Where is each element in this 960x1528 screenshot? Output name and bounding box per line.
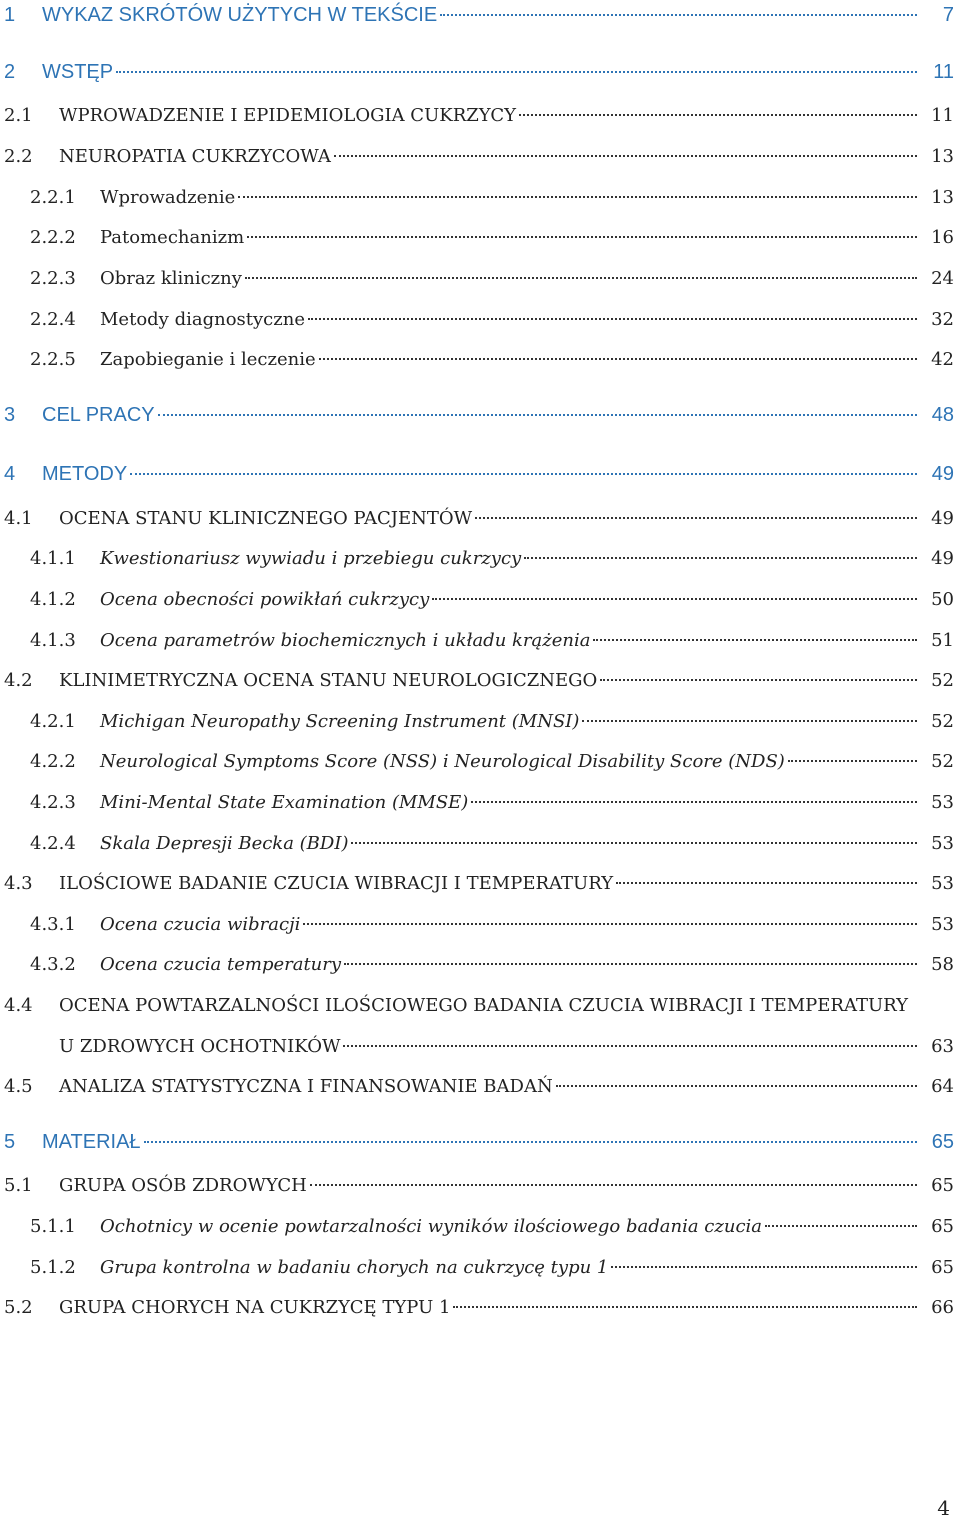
toc-entry-title: Zapobieganie i leczenie bbox=[100, 349, 316, 370]
toc-entry[interactable] bbox=[0, 630, 960, 660]
toc-entry-page: 53 bbox=[931, 914, 954, 935]
toc-entry-page: 50 bbox=[931, 589, 954, 610]
toc-entry-page: 65 bbox=[931, 1216, 954, 1237]
toc-entry-page: 66 bbox=[931, 1297, 954, 1318]
toc-entry[interactable] bbox=[0, 404, 960, 434]
toc-entry-title: METODY bbox=[42, 463, 128, 485]
toc-dot-leader bbox=[519, 114, 917, 116]
toc-entry-number: 4.1.1 bbox=[30, 548, 76, 569]
toc-dot-leader bbox=[308, 318, 917, 320]
toc-dot-leader bbox=[556, 1085, 917, 1087]
toc-entry-number: 2.2.1 bbox=[30, 187, 76, 208]
toc-dot-leader bbox=[303, 923, 917, 925]
toc-entry-number: 4.5 bbox=[4, 1076, 33, 1097]
toc-entry-page: 32 bbox=[931, 309, 954, 330]
toc-entry-title: GRUPA CHORYCH NA CUKRZYCĘ TYPU 1 bbox=[59, 1297, 451, 1318]
toc-entry-number: 5.2 bbox=[4, 1297, 33, 1318]
toc-entry-page: 49 bbox=[931, 463, 954, 485]
toc-entry-title: ANALIZA STATYSTYCZNA I FINANSOWANIE BADAŃ bbox=[59, 1076, 553, 1097]
toc-dot-leader bbox=[245, 277, 917, 279]
toc-entry-number: 2.2.5 bbox=[30, 349, 76, 370]
toc-entry[interactable] bbox=[0, 61, 960, 91]
toc-entry-number: 5 bbox=[4, 1131, 16, 1153]
toc-entry[interactable] bbox=[0, 954, 960, 984]
toc-dot-leader bbox=[453, 1306, 917, 1308]
toc-entry-number: 4.1 bbox=[4, 508, 33, 529]
toc-entry-number: 1 bbox=[4, 4, 16, 26]
toc-entry-number: 4.2.2 bbox=[30, 751, 76, 772]
toc-entry-page: 13 bbox=[931, 146, 954, 167]
toc-entry[interactable] bbox=[0, 4, 960, 34]
toc-entry[interactable] bbox=[0, 1216, 960, 1246]
toc-entry[interactable] bbox=[0, 105, 960, 135]
toc-entry-page: 53 bbox=[931, 873, 954, 894]
toc-entry-number: 4.2 bbox=[4, 670, 33, 691]
toc-dot-leader bbox=[334, 155, 917, 157]
toc-dot-leader bbox=[471, 801, 917, 803]
toc-entry[interactable] bbox=[0, 508, 960, 538]
toc-dot-leader bbox=[247, 236, 917, 238]
toc-dot-leader bbox=[319, 358, 917, 360]
toc-entry[interactable] bbox=[0, 1297, 960, 1327]
toc-entry[interactable] bbox=[0, 309, 960, 339]
toc-entry-number: 4.2.1 bbox=[30, 711, 76, 732]
toc-entry-page: 65 bbox=[931, 1257, 954, 1278]
toc-entry[interactable] bbox=[0, 1076, 960, 1106]
toc-entry-title: Mini-Mental State Examination (MMSE) bbox=[100, 792, 469, 813]
toc-dot-leader bbox=[582, 720, 917, 722]
toc-entry-page: 53 bbox=[931, 833, 954, 854]
toc-entry-page: 42 bbox=[931, 349, 954, 370]
toc-entry[interactable] bbox=[0, 1131, 960, 1161]
toc-entry-title: Wprowadzenie bbox=[100, 187, 236, 208]
toc-entry[interactable] bbox=[0, 1036, 960, 1066]
toc-dot-leader bbox=[343, 1045, 917, 1047]
toc-entry-page: 52 bbox=[931, 751, 954, 772]
toc-entry[interactable] bbox=[0, 873, 960, 903]
toc-entry[interactable] bbox=[0, 914, 960, 944]
toc-entry[interactable] bbox=[0, 227, 960, 257]
toc-dot-leader bbox=[788, 760, 917, 762]
toc-entry-title: Metody diagnostyczne bbox=[100, 309, 305, 330]
toc-dot-leader bbox=[600, 679, 917, 681]
toc-entry[interactable] bbox=[0, 146, 960, 176]
toc-dot-leader bbox=[344, 963, 917, 965]
toc-entry-title: OCENA POWTARZALNOŚCI ILOŚCIOWEGO BADANIA CZUCIA WIBRACJI I TEMPERATURY bbox=[59, 995, 909, 1016]
toc-entry[interactable] bbox=[0, 792, 960, 822]
toc-entry-title: CEL PRACY bbox=[42, 404, 155, 426]
toc-entry-number: 5.1 bbox=[4, 1175, 33, 1196]
toc-entry-page: 64 bbox=[931, 1076, 954, 1097]
toc-entry-title: MATERIAŁ bbox=[42, 1131, 141, 1153]
toc-entry-title: Skala Depresji Becka (BDI) bbox=[100, 833, 349, 854]
toc-entry-title: Neurological Symptoms Score (NSS) i Neurological Disability Score (NDS) bbox=[100, 751, 785, 772]
toc-entry-title: Ocena czucia temperatury bbox=[100, 954, 342, 975]
toc-entry-page: 65 bbox=[931, 1175, 954, 1196]
toc-entry-title: ILOŚCIOWE BADANIE CZUCIA WIBRACJI I TEMPERATURY bbox=[59, 873, 614, 894]
toc-entry[interactable] bbox=[0, 995, 960, 1025]
toc-entry-number: 2.2.4 bbox=[30, 309, 76, 330]
toc-dot-leader bbox=[158, 414, 917, 416]
toc-dot-leader bbox=[432, 598, 917, 600]
toc-entry[interactable] bbox=[0, 751, 960, 781]
toc-entry-page: 51 bbox=[931, 630, 954, 651]
toc-dot-leader bbox=[524, 557, 917, 559]
toc-entry[interactable] bbox=[0, 187, 960, 217]
toc-dot-leader bbox=[611, 1266, 917, 1268]
toc-entry-number: 2.2.3 bbox=[30, 268, 76, 289]
toc-dot-leader bbox=[765, 1225, 917, 1227]
toc-entry-page: 11 bbox=[931, 105, 954, 126]
toc-entry-page: 16 bbox=[931, 227, 954, 248]
toc-entry-title: GRUPA OSÓB ZDROWYCH bbox=[59, 1175, 307, 1196]
toc-entry-title: Ochotnicy w ocenie powtarzalności wyników ilościowego badania czucia bbox=[100, 1216, 763, 1237]
toc-dot-leader bbox=[144, 1141, 917, 1143]
toc-entry[interactable] bbox=[0, 670, 960, 700]
toc-entry-page: 49 bbox=[931, 548, 954, 569]
toc-entry-title: KLINIMETRYCZNA OCENA STANU NEUROLOGICZNEGO bbox=[59, 670, 598, 691]
toc-entry-number: 4 bbox=[4, 463, 16, 485]
toc-entry-number: 4.1.2 bbox=[30, 589, 76, 610]
toc-entry[interactable] bbox=[0, 268, 960, 298]
toc-entry[interactable] bbox=[0, 589, 960, 619]
toc-entry[interactable] bbox=[0, 463, 960, 493]
toc-entry-number: 4.3.1 bbox=[30, 914, 76, 935]
toc-entry[interactable] bbox=[0, 548, 960, 578]
toc-entry-title: NEUROPATIA CUKRZYCOWA bbox=[59, 146, 331, 167]
toc-dot-leader bbox=[238, 196, 917, 198]
toc-entry-number: 2.2 bbox=[4, 146, 33, 167]
page-number: 4 bbox=[937, 1496, 950, 1520]
toc-entry-page: 52 bbox=[931, 711, 954, 732]
toc-entry-page: 11 bbox=[933, 61, 954, 83]
toc-entry-title: Michigan Neuropathy Screening Instrument (MNSI) bbox=[100, 711, 580, 732]
toc-dot-leader bbox=[130, 473, 917, 475]
toc-entry-number: 5.1.1 bbox=[30, 1216, 76, 1237]
toc-entry-title: Kwestionariusz wywiadu i przebiegu cukrzycy bbox=[100, 548, 522, 569]
toc-entry-title: WYKAZ SKRÓTÓW UŻYTYCH W TEKŚCIE bbox=[42, 4, 438, 26]
toc-entry-number: 2.2.2 bbox=[30, 227, 76, 248]
toc-entry-page: 53 bbox=[931, 792, 954, 813]
toc-entry-title: WSTĘP bbox=[42, 61, 114, 83]
toc-entry[interactable] bbox=[0, 349, 960, 379]
toc-entry-number: 4.4 bbox=[4, 995, 33, 1016]
toc-entry-page: 49 bbox=[931, 508, 954, 529]
toc-entry-number: 5.1.2 bbox=[30, 1257, 76, 1278]
toc-entry-page: 65 bbox=[931, 1131, 954, 1153]
toc-entry-number: 2 bbox=[4, 61, 16, 83]
toc-entry-number: 4.2.3 bbox=[30, 792, 76, 813]
toc-entry-page: 63 bbox=[931, 1036, 954, 1057]
toc-entry-page: 52 bbox=[931, 670, 954, 691]
toc-entry-title: Ocena parametrów biochemicznych i układu krążenia bbox=[100, 630, 591, 651]
toc-entry-number: 2.1 bbox=[4, 105, 33, 126]
toc-entry-number: 4.1.3 bbox=[30, 630, 76, 651]
toc-entry-page: 48 bbox=[931, 404, 954, 426]
toc-dot-leader bbox=[440, 14, 917, 16]
toc-entry-page: 13 bbox=[931, 187, 954, 208]
toc-entry[interactable] bbox=[0, 711, 960, 741]
toc-entry-page: 24 bbox=[931, 268, 954, 289]
toc-dot-leader bbox=[116, 71, 917, 73]
toc-entry-title: Ocena czucia wibracji bbox=[100, 914, 301, 935]
toc-entry-number: 4.3.2 bbox=[30, 954, 76, 975]
toc-entry[interactable] bbox=[0, 1175, 960, 1205]
toc-entry-title: WPROWADZENIE I EPIDEMIOLOGIA CUKRZYCY bbox=[59, 105, 516, 126]
toc-entry-title: Patomechanizm bbox=[100, 227, 245, 248]
toc-dot-leader bbox=[475, 517, 917, 519]
toc-entry-title: Ocena obecności powikłań cukrzycy bbox=[100, 589, 430, 610]
toc-entry[interactable] bbox=[0, 1257, 960, 1287]
toc-entry-title: OCENA STANU KLINICZNEGO PACJENTÓW bbox=[59, 508, 473, 529]
toc-dot-leader bbox=[310, 1184, 917, 1186]
toc-dot-leader bbox=[616, 882, 917, 884]
toc-entry-number: 3 bbox=[4, 404, 16, 426]
toc-entry-title: Obraz kliniczny bbox=[100, 268, 242, 289]
toc-dot-leader bbox=[593, 639, 917, 641]
toc-entry[interactable] bbox=[0, 833, 960, 863]
toc-entry-number: 4.2.4 bbox=[30, 833, 76, 854]
toc-entry-title: Grupa kontrolna w badaniu chorych na cukrzycę typu 1 bbox=[100, 1257, 609, 1278]
toc-entry-page: 7 bbox=[942, 4, 954, 26]
toc-entry-title: U ZDROWYCH OCHOTNIKÓW bbox=[59, 1036, 341, 1057]
toc-entry-number: 4.3 bbox=[4, 873, 33, 894]
toc-dot-leader bbox=[351, 842, 917, 844]
toc-entry-page: 58 bbox=[931, 954, 954, 975]
